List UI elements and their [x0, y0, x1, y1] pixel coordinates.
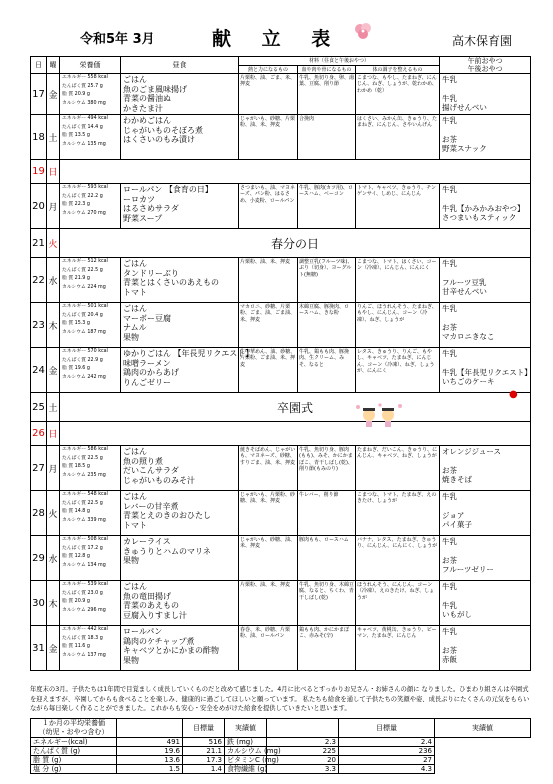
special-day-label — [60, 160, 531, 184]
day-row — [31, 446, 531, 491]
dish-name: 味噌ラーメン — [123, 358, 171, 368]
snack-item: 牛乳【年長児リクエスト】 — [442, 367, 532, 377]
snack-item: 牛乳 — [442, 93, 458, 103]
day-row — [31, 184, 531, 229]
day-row — [31, 229, 531, 258]
nutrition-line: エネルギー 570 kcal — [62, 349, 108, 354]
ingredients-g1: 生中華めん、油、砂糖、片栗粉、ごま油、米、押麦 — [239, 348, 298, 393]
snack-item — [442, 195, 528, 204]
nutrition-cell — [60, 581, 121, 626]
dish-name: カレーライス — [123, 537, 171, 546]
day-number: 17 — [31, 74, 47, 115]
nutrition-line: たんぱく質 22.9 g — [62, 357, 103, 363]
snack-item: 牛乳 — [442, 537, 458, 546]
avg-a2: 27 — [339, 756, 435, 765]
snack-item: お茶 — [442, 322, 458, 332]
graduates-illustration — [352, 402, 407, 428]
dish-name: ごはん — [123, 259, 147, 268]
dish-name: 豆腐入りすまし汁 — [123, 610, 187, 620]
dish-name: ごはん — [123, 447, 147, 456]
day-of-week: 火 — [47, 229, 60, 258]
snack-item: 牛乳 — [442, 304, 458, 313]
average-nutrition-table — [30, 718, 531, 774]
nutrition-cell — [60, 258, 121, 303]
snack-item: 牛乳【かみかみおやつ】 — [442, 203, 525, 213]
nutrition-line: たんぱく質 22.5 g — [62, 500, 103, 506]
dish-name: ごはん — [123, 75, 147, 84]
ingredients-g1: マカロニ、砂糖、片栗粉、ごま、油、ごま油、米、押麦 — [239, 303, 298, 348]
dish-name: トマト — [123, 287, 147, 297]
lunch-cell — [121, 74, 239, 115]
dish-name: 鶏肉のケチャップ煮 — [123, 636, 195, 646]
day-of-week: 木 — [47, 581, 60, 626]
day-number: 22 — [31, 258, 47, 303]
snack-item — [442, 502, 528, 511]
day-number: 19 — [31, 160, 47, 184]
day-row — [31, 258, 531, 303]
ingredients-g2: 牛乳、魚切り身、卵、湯葉、豆腐、削り節 — [298, 74, 356, 115]
avg-label-line1: １か月の平均栄養価 — [42, 719, 105, 727]
lunch-cell — [121, 491, 239, 536]
snack-item: オレンジジュース — [442, 447, 501, 456]
avg-t1: 1.5 — [117, 765, 183, 774]
nutrition-cell — [60, 74, 121, 115]
day-row — [31, 393, 531, 422]
snack-item: 揚げせんべい — [442, 103, 487, 112]
snack-item — [442, 314, 528, 323]
nutrition-line: たんぱく質 22.2 g — [62, 193, 103, 199]
nutrition-line: 脂 質 20.9 g — [62, 599, 90, 605]
snack-item: お茶 — [442, 555, 458, 565]
ingredients-g3: こまつな、もやし、たまねぎ、にんじん、ねぎ、しょうが、乾わかめ、わかめ（乾） — [356, 74, 440, 115]
nutrition-line: 脂 質 13.5 g — [62, 133, 90, 139]
col-day: 日 — [31, 57, 47, 74]
nutrition-cell — [60, 348, 121, 393]
dish-name: じゃがいものみそ汁 — [123, 475, 195, 485]
nutrition-line: 脂 質 18.5 g — [62, 464, 90, 470]
day-row — [31, 74, 531, 115]
snack-item: いちごのケーキ — [442, 377, 495, 386]
dish-name: きゅうりとハムのマリネ — [123, 546, 211, 556]
day-row — [31, 626, 531, 671]
nutrition-cell — [60, 491, 121, 536]
avg-k1: エネルギー(kcal) — [31, 738, 117, 747]
nutrition-line: エネルギー 501 kcal — [62, 304, 108, 309]
dish-name: だいこんサラダ — [123, 466, 179, 475]
dish-name: りんごゼリー — [123, 377, 171, 387]
nutrition-line: エネルギー 593 kcal — [62, 185, 108, 190]
avg-a1: 21.1 — [183, 747, 225, 756]
avg-a1: 516 — [183, 738, 225, 747]
ingredients-g2: 牛乳、魚切り身、豚肉(もも)、みそ、かにかまぼこ、青干しばし(乾)、削り節(もみのり) — [298, 446, 356, 491]
nutrition-line: たんぱく質 23.0 g — [62, 590, 103, 596]
avg-k2: ビタミンC (mg) — [225, 756, 267, 765]
ingredients-g3: トマト、キャベツ、きゅうり、チンゲンサイ、しめじ、にんじん — [356, 184, 440, 229]
lunch-cell — [121, 184, 239, 229]
ingredients-g3: たまねぎ、だいこん、きゅうり、にんじん、キャベツ、ねぎ、しょうが — [356, 446, 440, 491]
avg-k2: カルシウム (mg) — [225, 747, 267, 756]
lunch-cell — [121, 446, 239, 491]
ingredients-g2: 調整豆乳(フルーツ味)、ぶり（切身）、ヨーグルト(無糖) — [298, 258, 356, 303]
ingredients-g1: じゃがいも、片栗粉、砂糖、油、米、押麦 — [239, 491, 298, 536]
dish-name: 鶏肉のからあげ — [123, 368, 179, 377]
lunch-cell — [121, 536, 239, 581]
col-snack: 午前おやつ 午後おやつ — [440, 57, 531, 74]
dish-name: ロールパン 【食育の日】 — [123, 185, 213, 194]
avg-label-line2: （幼児・おやつ含む） — [38, 728, 109, 736]
snack-item — [442, 269, 528, 278]
dish-name: わかめごはん — [123, 116, 171, 125]
day-number: 25 — [31, 393, 47, 422]
snack-cell — [440, 74, 531, 115]
snack-cell — [440, 303, 531, 348]
snack-item: さつまいもスティック — [442, 213, 517, 222]
snack-item: 牛乳 — [442, 259, 458, 268]
lunch-cell — [121, 581, 239, 626]
snack-item: パイ菓子 — [442, 520, 473, 529]
snack-cell — [440, 115, 531, 160]
nutrition-line: エネルギー 512 kcal — [62, 259, 108, 264]
ingredients-g2: 牛乳、魚切り身、木綿豆腐、なると、ちくわ、青干しばし(乾) — [298, 581, 356, 626]
nutrition-line: カルシウム 135 mg — [62, 141, 106, 147]
day-of-week: 日 — [47, 160, 60, 184]
dish-name: トマト — [123, 520, 147, 530]
day-of-week: 月 — [47, 184, 60, 229]
dish-name: ごはん — [123, 492, 147, 501]
snack-item — [442, 637, 528, 646]
avg-k1: たんぱく質 (g) — [31, 747, 117, 756]
avg-t2: 20 — [267, 756, 339, 765]
avg-target-header-2: 目標量 — [339, 719, 435, 738]
nutrition-line: エネルギー 558 kcal — [62, 75, 108, 80]
closing-note: 年度末の3月。子供たちは1年間で目覚ましく成長していくものだと改めて感じました。4月に比べるとすっかりお兄さん・お姉さんの顔に なりました。ひまわり組さんは卒園式を迎えますが、卒園してからも食べることを楽しみ、健康的に過ごしてほしいと願っています。 私たちも給食を通して子供たちの笑顔や姿、成長ぶりにたくさんの元気をもらいながら毎日楽しく作ることができました。これからも安心・安全をめがけた給食を提供していきたいと思います。 — [30, 686, 530, 712]
snack-cell — [440, 581, 531, 626]
avg-t1: 19.6 — [117, 747, 183, 756]
col-group1: 熱と力になるもの — [239, 65, 298, 74]
nutrition-line: カルシウム 296 mg — [62, 607, 106, 613]
day-of-week: 土 — [47, 115, 60, 160]
dish-name: ロールパン — [123, 627, 163, 636]
avg-actual-header-2: 実績値 — [435, 719, 531, 738]
snack-item: 牛乳 — [442, 116, 458, 125]
ingredients-g2: 牛乳、豚肉(カツ用)、ロースハム、ベーコン — [298, 184, 356, 229]
day-row — [31, 422, 531, 446]
avg-t2: 3.3 — [267, 765, 339, 774]
day-of-week: 木 — [47, 303, 60, 348]
nutrition-line: 脂 質 19.6 g — [62, 366, 90, 372]
nutrition-line: エネルギー 539 kcal — [62, 582, 108, 587]
col-dow: 曜 — [47, 57, 60, 74]
ingredients-g1: 片栗粉、油、米、押麦 — [239, 581, 298, 626]
col-group2: 血や肉や骨になるもの — [298, 65, 356, 74]
snack-item: お茶 — [442, 134, 458, 144]
snack-cell — [440, 348, 531, 393]
ingredients-g3: レタス、きゅうり、りんご、もやし、キャベツ、たまねぎ、にんじん、コーン（冷凍）、ねぎ、しょうが、にんにく — [356, 348, 440, 393]
day-row — [31, 581, 531, 626]
dish-name: はるさめサラダ — [123, 204, 179, 213]
ingredients-g2: 牛レバー、削り節 — [298, 491, 356, 536]
day-number: 21 — [31, 229, 47, 258]
dish-name: マーボー豆腐 — [123, 313, 171, 323]
nutrition-cell — [60, 446, 121, 491]
special-day-label: 春分の日 — [60, 229, 531, 258]
snack-item: 甘辛せんべい — [442, 287, 487, 296]
nutrition-line: カルシウム 380 mg — [62, 100, 106, 106]
nutrition-line: たんぱく質 18.3 g — [62, 635, 103, 641]
ingredients-g1: 焼きそばめん、じゃがいも、マヨネーズ、砂糖、すりごま、油、米、押麦 — [239, 446, 298, 491]
dish-name: 果物 — [123, 556, 139, 565]
ingredients-g3: キャベツ、黄桃缶、きゅうり、ピーマン、たまねぎ、にんじん — [356, 626, 440, 671]
snack-item: いもがし — [442, 610, 473, 619]
lunch-cell — [121, 626, 239, 671]
ingredients-g3: バナナ、レタス、たまねぎ、きゅうり、にんじん、にんにく、しょうが — [356, 536, 440, 581]
lunch-cell — [121, 258, 239, 303]
snack-item — [442, 126, 528, 135]
avg-k2: 鉄 (mg) — [225, 738, 267, 747]
snack-item: フルーツゼリー — [442, 565, 494, 574]
day-row — [31, 491, 531, 536]
dish-name: 果物 — [123, 332, 139, 342]
avg-row — [31, 765, 531, 774]
ingredients-g1: 片栗粉、油、ごま、米、押麦 — [239, 74, 298, 115]
snack-item: 赤飯 — [442, 655, 458, 664]
avg-a1: 17.3 — [183, 756, 225, 765]
menu-table — [30, 56, 531, 671]
ingredients-g3: こまつな、トマト、たまねぎ、えのきたけ、しょうが — [356, 491, 440, 536]
snack-item: 牛乳 — [442, 582, 458, 591]
day-of-week: 水 — [47, 536, 60, 581]
snack-cell — [440, 626, 531, 671]
nutrition-line: 脂 質 12.8 g — [62, 554, 90, 560]
snack-item: マカロニきなこ — [442, 332, 495, 341]
snack-item — [442, 592, 528, 601]
day-of-week: 金 — [47, 626, 60, 671]
col-lunch: 昼食 — [121, 57, 239, 74]
day-number: 27 — [31, 446, 47, 491]
ingredients-g2: 豚肉もも、ロースハム — [298, 536, 356, 581]
lunch-cell — [121, 303, 239, 348]
dish-name: タンドリーぶり — [123, 268, 179, 278]
nutrition-line: たんぱく質 22.5 g — [62, 455, 103, 461]
col-group3: 体の調子を整えるもの — [356, 65, 440, 74]
avg-t1: 491 — [117, 738, 183, 747]
ingredients-g1: じゃがいも、砂糖、片栗粉、油、米、押麦 — [239, 115, 298, 160]
nutrition-line: カルシウム 134 mg — [62, 562, 106, 568]
nutrition-line: 脂 質 22.3 g — [62, 202, 90, 208]
header — [0, 0, 553, 58]
day-of-week: 火 — [47, 491, 60, 536]
ingredients-g2: 木綿豆腐、豚挽肉、ロースハム、きな粉 — [298, 303, 356, 348]
avg-row — [31, 756, 531, 765]
day-row — [31, 115, 531, 160]
snack-item: 牛乳 — [442, 627, 458, 636]
strawberry-icon: ● — [509, 389, 518, 400]
day-number: 20 — [31, 184, 47, 229]
special-day-label — [60, 422, 531, 446]
lunch-cell — [121, 348, 254, 393]
snack-item — [442, 457, 528, 466]
avg-row — [31, 747, 531, 756]
nutrition-line: たんぱく質 17.2 g — [62, 545, 103, 551]
snack-item: 牛乳 — [442, 492, 458, 501]
special-day-label: 卒園式 — [60, 393, 531, 422]
snack-item: 牛乳 — [442, 75, 458, 84]
day-number: 23 — [31, 303, 47, 348]
era-month: 令和5年 3月 — [80, 32, 155, 47]
nutrition-line: カルシウム 187 mg — [62, 329, 106, 335]
avg-a2: 236 — [339, 747, 435, 756]
day-row — [31, 303, 531, 348]
nutrition-line: カルシウム 137 mg — [62, 652, 106, 658]
nutrition-line: たんぱく質 20.4 g — [62, 312, 103, 318]
page-title: 献 立 表 — [212, 28, 343, 50]
nutrition-cell — [60, 626, 121, 671]
day-of-week: 日 — [47, 422, 60, 446]
ingredients-g3: はくさい、みかん缶、きゅうり、たまねぎ、にんじん、さやいんげん — [356, 115, 440, 160]
dish-name: 青菜とえのきのおひたし — [123, 511, 211, 520]
dish-name: ごはん — [123, 582, 147, 591]
nutrition-cell — [60, 536, 121, 581]
nutrition-line: 脂 質 11.6 g — [62, 644, 90, 650]
day-row — [31, 536, 531, 581]
avg-k2: 食物繊維 (g) — [225, 765, 267, 774]
dish-name: キャベツとかにかまの酢物 — [123, 646, 219, 655]
ingredients-g2: 牛乳、鶏もも肉、豚挽肉、生クリーム、みそ、なると — [298, 348, 356, 393]
ingredients-g3: ほうれんそう、にんじん、コーン（冷凍）、えのきたけ、ねぎ、しょうが — [356, 581, 440, 626]
snack-cell — [440, 258, 531, 303]
dish-name: ゆかりごはん 【年長児リクエスト】 — [123, 349, 254, 358]
nutrition-cell — [60, 184, 121, 229]
snack-item: 牛乳 — [442, 600, 458, 610]
snack-item: 牛乳 — [442, 349, 458, 358]
day-number: 31 — [31, 626, 47, 671]
avg-a1: 1.4 — [183, 765, 225, 774]
nutrition-line: カルシウム 224 mg — [62, 284, 106, 290]
ingredients-g1: じゃがいも、砂糖、油、米、押麦 — [239, 536, 298, 581]
avg-a2: 4.3 — [339, 765, 435, 774]
nutrition-line: 脂 質 15.3 g — [62, 321, 90, 327]
col-materials: 材料（昼食と午後おやつ） — [239, 57, 440, 66]
snack-item — [442, 359, 528, 368]
dish-name: レバーの甘辛煮 — [123, 501, 179, 511]
dish-name: 青菜とはくさいのあえもの — [123, 278, 219, 287]
dish-name: 魚の照り煮 — [123, 456, 163, 466]
avg-k1: 塩 分 (g) — [31, 765, 117, 774]
dish-name: 野菜スープ — [123, 213, 163, 223]
dish-name: ーロカツ — [123, 194, 155, 204]
dish-name: かきたま汁 — [123, 103, 163, 113]
snack-item: お茶 — [442, 465, 458, 475]
ingredients-g1: 片栗粉、油、米、押麦 — [239, 258, 298, 303]
day-row — [31, 160, 531, 184]
dish-name: 青菜の醤油ぬ — [123, 94, 171, 103]
snack-item: 焼きそば — [442, 475, 473, 484]
day-number: 29 — [31, 536, 47, 581]
dish-name: はくさいのもみ漬け — [123, 135, 195, 144]
nutrition-line: たんぱく質 14.4 g — [62, 124, 103, 130]
nutrition-line: エネルギー 586 kcal — [62, 447, 108, 452]
dish-name: 魚の竜田揚げ — [123, 591, 171, 601]
snack-cell — [440, 491, 531, 536]
nutrition-line: エネルギー 442 kcal — [62, 627, 108, 632]
avg-row — [31, 738, 531, 747]
dish-name: じゃがいものそぼろ煮 — [123, 125, 203, 135]
nutrition-line: エネルギー 548 kcal — [62, 492, 108, 497]
day-of-week: 金 — [47, 74, 60, 115]
school-name: 高木保育園 — [452, 34, 513, 48]
snack-item — [442, 85, 528, 94]
snack-item: フルーツ豆乳 — [442, 277, 487, 287]
day-number: 18 — [31, 115, 47, 160]
nutrition-line: カルシウム 235 mg — [62, 472, 106, 478]
nutrition-line: 脂 質 14.8 g — [62, 509, 90, 515]
dish-name: ナムル — [123, 323, 147, 332]
day-of-week: 土 — [47, 393, 60, 422]
snack-item: 野菜スナック — [442, 144, 487, 153]
nutrition-cell — [60, 303, 121, 348]
nutrition-line: たんぱく質 25.7 g — [62, 83, 103, 89]
day-row — [31, 348, 531, 393]
nutrition-line: エネルギー 494 kcal — [62, 116, 108, 121]
avg-a2: 2.4 — [339, 738, 435, 747]
day-number: 30 — [31, 581, 47, 626]
snack-item: お茶 — [442, 645, 458, 655]
avg-t2: 2.3 — [267, 738, 339, 747]
day-of-week: 月 — [47, 446, 60, 491]
ingredients-g3: りんご、ほうれんそう、たまねぎ、もやし、にんじん、コーン（冷凍）、ねぎ、しょうが — [356, 303, 440, 348]
nutrition-line: カルシウム 242 mg — [62, 374, 106, 380]
avg-label — [31, 719, 117, 738]
day-number: 28 — [31, 491, 47, 536]
nutrition-line: 脂 質 21.9 g — [62, 276, 90, 282]
nutrition-line: カルシウム 339 mg — [62, 517, 106, 523]
avg-t1: 13.6 — [117, 756, 183, 765]
ingredients-g1: 春巻、米、砂糖、片栗粉、油、ロールパン — [239, 626, 298, 671]
day-of-week: 金 — [47, 348, 60, 393]
dish-name: 魚のごま風味揚げ — [123, 84, 187, 94]
day-of-week: 水 — [47, 258, 60, 303]
nutrition-cell — [60, 115, 121, 160]
avg-target-header: 目標量 — [183, 719, 225, 738]
day-number: 24 — [31, 348, 47, 393]
flower-icon — [352, 22, 374, 40]
snack-item: 牛乳 — [442, 185, 458, 194]
nutrition-line: 脂 質 20.9 g — [62, 92, 90, 98]
avg-actual-header: 実績値 — [225, 719, 267, 738]
snack-item — [442, 547, 528, 556]
nutrition-line: たんぱく質 22.5 g — [62, 267, 103, 273]
ingredients-g3: こまつな、トマト、はくさい、コーン（冷凍）、にんじん、にんにく — [356, 258, 440, 303]
dish-name: 果物 — [123, 655, 139, 665]
col-nutrition: 栄養価 — [60, 57, 121, 74]
dish-name: ごはん — [123, 304, 147, 313]
ingredients-g1: さつまいも、油、マヨネーズ、パン粉、はるさめ、小麦粉、ロールパン — [239, 184, 298, 229]
day-number: 26 — [31, 422, 47, 446]
nutrition-line: エネルギー 508 kcal — [62, 537, 108, 542]
snack-cell — [440, 536, 531, 581]
snack-cell — [440, 184, 531, 229]
ingredients-g2: 鶏もも肉、かにかまぼこ、赤みそ(辛) — [298, 626, 356, 671]
snack-item: ジョア — [442, 510, 465, 520]
snack-cell — [440, 446, 531, 491]
ingredients-g2: 合挽肉 — [298, 115, 356, 160]
lunch-cell — [121, 115, 239, 160]
avg-k1: 脂 質 (g) — [31, 756, 117, 765]
nutrition-line: カルシウム 270 mg — [62, 210, 106, 216]
dish-name: 青菜のあえもの — [123, 601, 179, 610]
avg-t2: 225 — [267, 747, 339, 756]
